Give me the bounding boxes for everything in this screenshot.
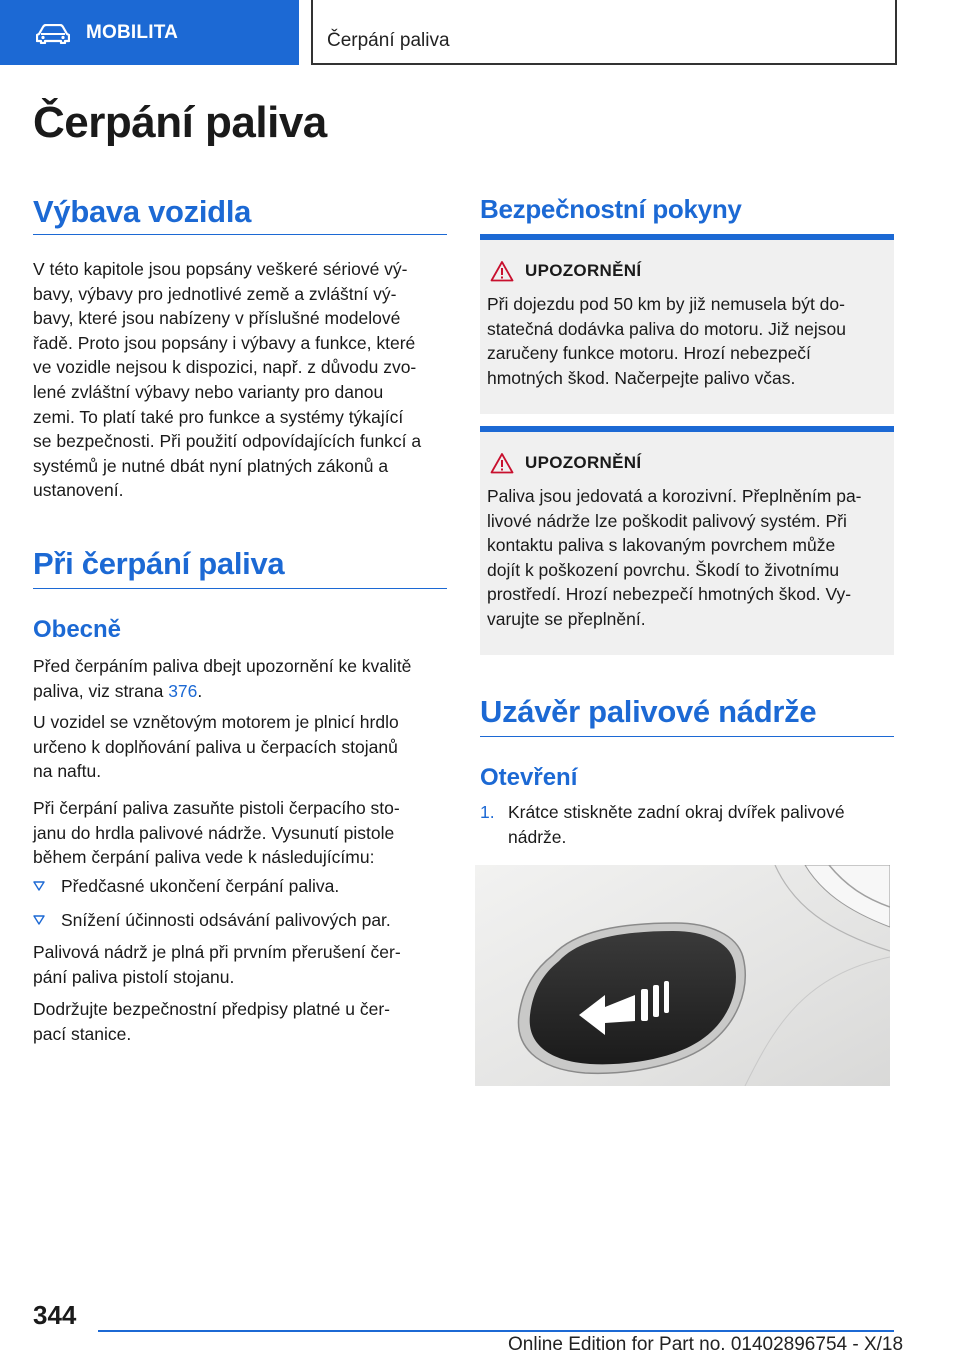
page-title: Čerpání paliva [33,98,327,147]
warning-triangle-icon [490,260,514,282]
breadcrumb-label: Čerpání paliva [327,30,450,51]
text-line: určeno k doplňování paliva u čerpacích stojanů [33,736,398,757]
step-text [508,800,888,849]
text-line: hmotných škod. Načerpejte palivo včas. [487,367,796,388]
warning-text [487,292,887,390]
diesel-paragraph [33,710,453,784]
warning-box [480,234,894,414]
warning-text [487,484,887,632]
fuel-flap-drawing [475,865,890,1086]
text-line: pací stanice. [33,1023,132,1044]
text-line: zemi. To platí také pro funkce a systémy týkající [33,406,404,427]
list-item-text: Předčasné ukončení čerpání paliva. [61,876,340,896]
safety-heading: Bezpečnostní pokyny [480,194,742,224]
warning-box [480,426,894,655]
safety-rules-paragraph [33,997,453,1046]
text-line: statečná dodávka paliva do motoru. Již nejsou [487,318,846,339]
refueling-heading-rule [33,588,447,589]
text-line [33,679,453,704]
text-line: Při čerpání paliva zasuňte pistoli čerpacího sto- [33,798,400,818]
triangle-bullet-icon [33,915,45,925]
tank-full-paragraph [33,940,453,989]
equipment-heading: Výbava vozidla [33,194,252,229]
text-line: Krátce stiskněte zadní okraj dvířek palivové [508,802,845,822]
general-subheading: Obecně [33,616,122,643]
text-line: Při dojezdu pod 50 km by již nemusela být do- [487,294,845,314]
breadcrumb [311,0,897,65]
opening-subheading: Otevření [480,764,578,791]
text-line: U vozidel se vznětovým motorem je plnicí hrdlo [33,712,399,732]
page-number: 344 [33,1300,77,1330]
section-label: MOBILITA [86,22,179,43]
warning-title: UPOZORNĚNÍ [525,261,642,280]
warning-triangle-icon [490,452,514,474]
fuel-cap-heading-rule [480,736,894,737]
text-line: pání paliva pistolí stojanu. [33,966,235,987]
text-line: nádrže. [508,826,567,847]
car-icon [36,24,70,44]
section-tab [0,0,299,65]
text-line: ustanovení. [33,480,124,501]
text-line: Dodržujte bezpečnostní předpisy platné u čer- [33,999,391,1019]
edition-text: Online Edition for Part no. 01402896754 - X/18 [508,1334,904,1355]
warning-title: UPOZORNĚNÍ [525,453,642,472]
text-line: Paliva jsou jedovatá a korozivní. Přeplněním pa- [487,486,862,506]
text-line: dojít k poškození povrchu. Škodí to životnímu [487,559,840,580]
text-line: zaručeny funkce motoru. Hrozí nebezpečí [487,343,811,364]
triangle-bullet-icon [33,881,45,891]
equipment-heading-rule [33,234,447,235]
refueling-heading: Při čerpání paliva [33,546,285,581]
text-line: bavy, které jsou nabízeny v příslušné modelové [33,308,401,329]
text-line: řadě. Proto jsou popsány i výbavy a funkce, které [33,332,416,353]
text-line: Před čerpáním paliva dbejt upozornění ke kvalitě [33,656,412,676]
fuel-quality-paragraph [33,654,453,703]
list-item-text: Snížení účinnosti odsávání palivových par. [61,910,391,930]
text-line: livové nádrže lze poškodit palivový systém. Při [487,510,847,531]
text-line: systémů je nutné dbát nyní platných zákonů a [33,455,389,476]
equipment-paragraph [33,257,453,503]
text-line: během čerpání paliva vede k následujícímu: [33,847,375,868]
step-number: 1. [480,802,495,822]
text-line: kontaktu paliva s lakovaným povrchem může [487,535,836,556]
text-line: na naftu. [33,761,102,782]
text-line: se bezpečnosti. Při použití odpovídajících funkcí a [33,431,422,452]
footer-rule [98,1330,894,1332]
text-line: prostředí. Hrozí nebezpečí hmotných škod. Vy- [487,584,852,605]
fuel-flap-illustration [475,865,890,1086]
text-line: varujte se přeplnění. [487,608,646,629]
text-line: Palivová nádrž je plná při prvním přerušení čer- [33,942,401,962]
text-line: bavy, výbavy pro jednotlivé země a zvláštní vý- [33,283,397,304]
nozzle-paragraph [33,796,453,870]
text-line: lené zvláštní výbavy nebo varianty pro danou [33,381,384,402]
fuel-cap-heading: Uzávěr palivové nádrže [480,694,817,729]
text-segment: paliva, viz strana [33,680,169,701]
text-line: ve vozidle nejsou k dispozici, např. z důvodu zvo- [33,357,417,378]
text-segment: . [197,680,203,701]
page-reference-link[interactable]: 376 [168,680,198,701]
text-line: janu do hrdla palivové nádrže. Vysunutí pistole [33,822,395,843]
text-line: V této kapitole jsou popsány veškeré sériové vý- [33,259,408,279]
